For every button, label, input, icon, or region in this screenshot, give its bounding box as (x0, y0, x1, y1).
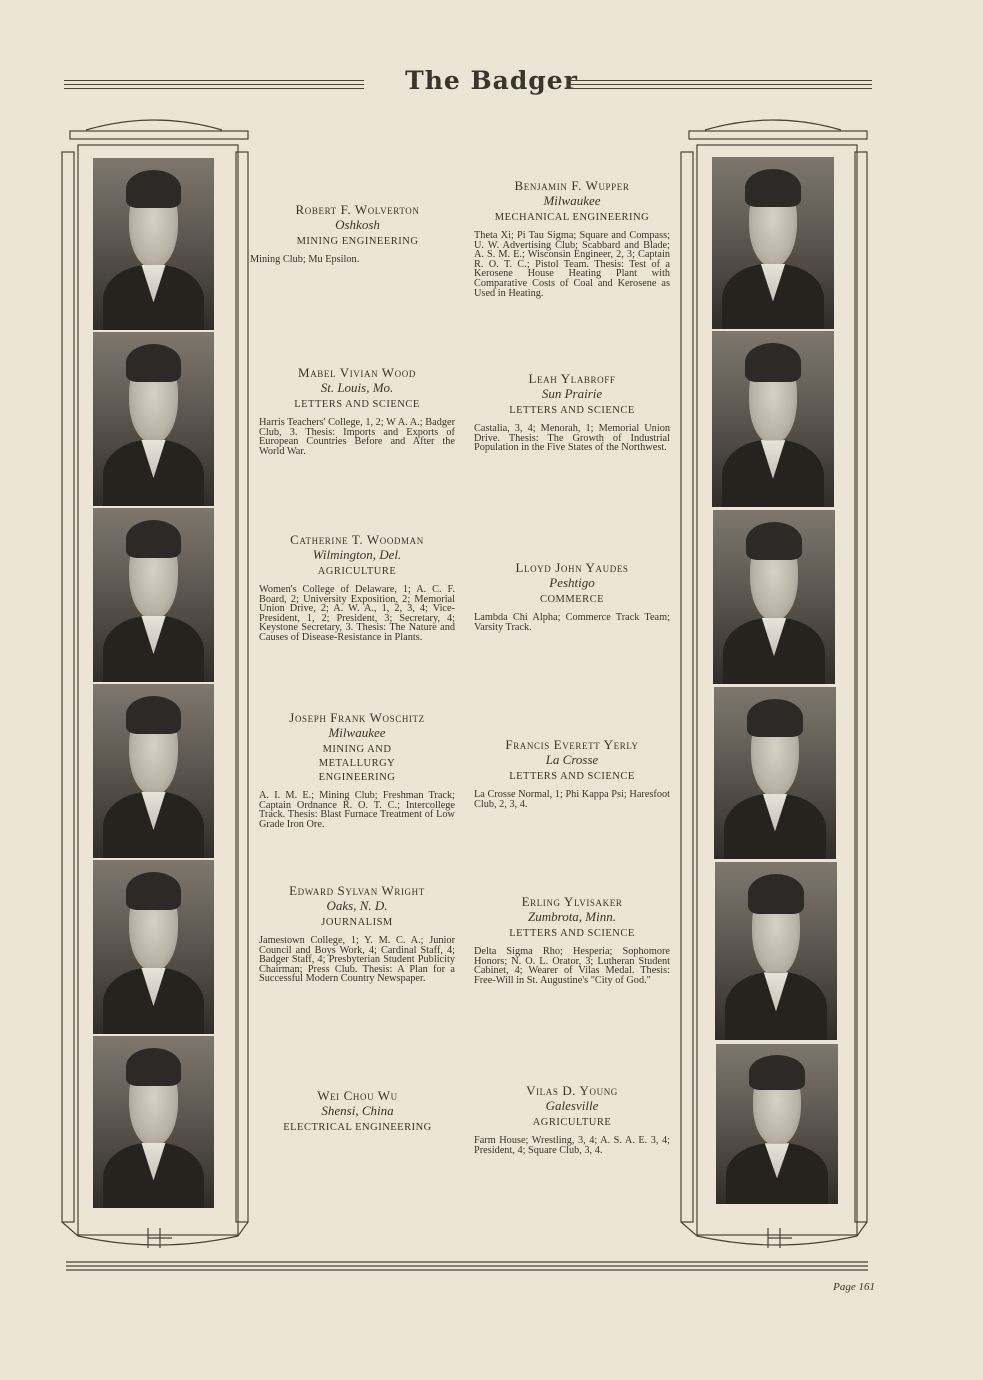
student-name: Joseph Frank Woschitz (289, 710, 425, 725)
student-name: Vilas D. Young (526, 1083, 618, 1098)
student-name: Catherine T. Woodman (290, 532, 424, 547)
student-hometown: Zumbrota, Minn. (528, 909, 616, 924)
portrait-photo (93, 332, 214, 506)
student-hometown: Milwaukee (328, 725, 386, 740)
student-department: LETTERS AND SCIENCE (509, 771, 635, 782)
portrait-photo (715, 862, 837, 1040)
student-department: MINING ENGINEERING (296, 236, 419, 247)
student-name: Erling Ylvisaker (521, 894, 623, 909)
student-entry (474, 737, 670, 809)
student-entry (250, 202, 465, 265)
student-department: ELECTRICAL ENGINEERING (283, 1122, 432, 1133)
page-number: Page 161 (833, 1281, 875, 1293)
student-activities: La Crosse Normal, 1; Phi Kappa Psi; Haresfoot Club, 2, 3, 4. (474, 789, 670, 810)
portrait-photo (93, 860, 214, 1034)
student-activities: Lambda Chi Alpha; Commerce Track Team; Varsity Track. (474, 612, 670, 633)
student-hometown: Galesville (545, 1098, 599, 1113)
student-hometown: St. Louis, Mo. (320, 380, 394, 395)
student-hometown: Peshtigo (549, 575, 595, 590)
student-hometown: Wilmington, Del. (312, 547, 402, 562)
portrait-photo (93, 158, 214, 330)
student-hometown: Shensi, China (321, 1103, 394, 1118)
student-activities: Women's College of Delaware, 1; A. C. F. Board, 2; University Exposition, 2; Memorial Union Drive, 2; A. W. A., 1, 2, 3, 4; Vice-President, 1, 2; President, 3; Secretary, 4; Keystone Secretary, 3. Thesis: The Nature and Causes of Disease-Resistance in Plants. (259, 584, 455, 643)
student-name: Mabel Vivian Wood (298, 365, 416, 380)
student-department: COMMERCE (539, 594, 605, 605)
student-name: Francis Everett Yerly (505, 737, 639, 752)
student-name: Edward Sylvan Wright (289, 883, 425, 898)
student-hometown: La Crosse (545, 752, 599, 767)
portrait-photo (713, 510, 835, 684)
student-hometown: Milwaukee (543, 193, 601, 208)
student-department: JOURNALISM (321, 917, 393, 928)
student-activities: Mining Club; Mu Epsilon. (250, 254, 360, 265)
student-name: Benjamin F. Wupper (514, 178, 630, 193)
student-name: Robert F. Wolverton (295, 202, 420, 217)
student-department: LETTERS AND SCIENCE (509, 928, 635, 939)
student-department: MECHANICAL ENGINEERING (494, 212, 650, 223)
student-department: LETTERS AND SCIENCE (509, 405, 635, 416)
student-entry (474, 560, 670, 632)
portrait-photo (716, 1044, 838, 1204)
student-entry (250, 1088, 465, 1135)
student-activities: A. I. M. E.; Mining Club; Freshman Track; Captain Ordnance R. O. T. C.; Intercollege Track. Thesis: Blast Furnace Treatment of Low Grade Iron Ore. (259, 790, 455, 830)
student-department: AGRICULTURE (317, 566, 397, 577)
student-activities: Theta Xi; Pi Tau Sigma; Square and Compass; U. W. Advertising Club; Scabbard and Blade; A. S. M. E.; Wisconsin Engineer, 2, 3; Captain R. O. T. C.; Pistol Team. Thesis: Test of a Kerosene House Heating Plant with Comparative Costs of Coal and Kerosene as Used in Heating. (474, 230, 670, 299)
student-entry (474, 371, 670, 453)
student-entry (474, 894, 670, 985)
student-activities: Farm House; Wrestling, 3, 4; A. S. A. E. 3, 4; President, 4; Square Club, 3, 4. (474, 1135, 670, 1156)
student-name: Leah Ylabroff (528, 371, 616, 386)
student-hometown: Sun Prairie (541, 386, 603, 401)
student-activities: Harris Teachers' College, 1, 2; W A. A.; Badger Club, 3. Thesis: Imports and Exports of European Countries Before and After the World War. (259, 417, 455, 457)
student-activities: Castalia, 3, 4; Menorah, 1; Memorial Union Drive. Thesis: The Growth of Industrial Population in the Five States of the Northwest. (474, 423, 670, 454)
student-hometown: Oshkosh (335, 217, 380, 232)
page-header-title: The Badger (405, 66, 578, 95)
portrait-photo (712, 157, 834, 329)
student-department: LETTERS AND SCIENCE (294, 399, 420, 410)
student-entry (259, 710, 455, 829)
student-name: Lloyd John Yaudes (515, 560, 629, 575)
student-activities: Delta Sigma Rho; Hesperia; Sophomore Honors; N. O. L. Orator, 3; Lutheran Student Cabinet, 4; Wearer of Vilas Medal. Thesis: Free-Will in St. Augustine's "City of God." (474, 946, 670, 986)
student-entry (259, 883, 455, 984)
portrait-photo (712, 331, 834, 507)
student-entry (259, 365, 455, 456)
student-entry (474, 1083, 670, 1155)
student-entry (474, 178, 670, 298)
student-entry (259, 532, 455, 643)
portrait-photo (714, 687, 836, 859)
student-activities: Jamestown College, 1; Y. M. C. A.; Junior Council and Boys Work, 4; Cardinal Staff, 4; Badger Staff, 4; Presbyterian Student Publicity Chairman; Press Club. Thesis: A Plan for a Successful Modern Country Newspaper. (259, 935, 455, 985)
student-department: MINING AND METALLURGY ENGINEERING (318, 744, 396, 783)
portrait-photo (93, 684, 214, 858)
portrait-photo (93, 508, 214, 682)
student-department: AGRICULTURE (532, 1117, 612, 1128)
student-name: Wei Chou Wu (317, 1088, 398, 1103)
student-hometown: Oaks, N. D. (326, 898, 388, 913)
portrait-photo (93, 1036, 214, 1208)
